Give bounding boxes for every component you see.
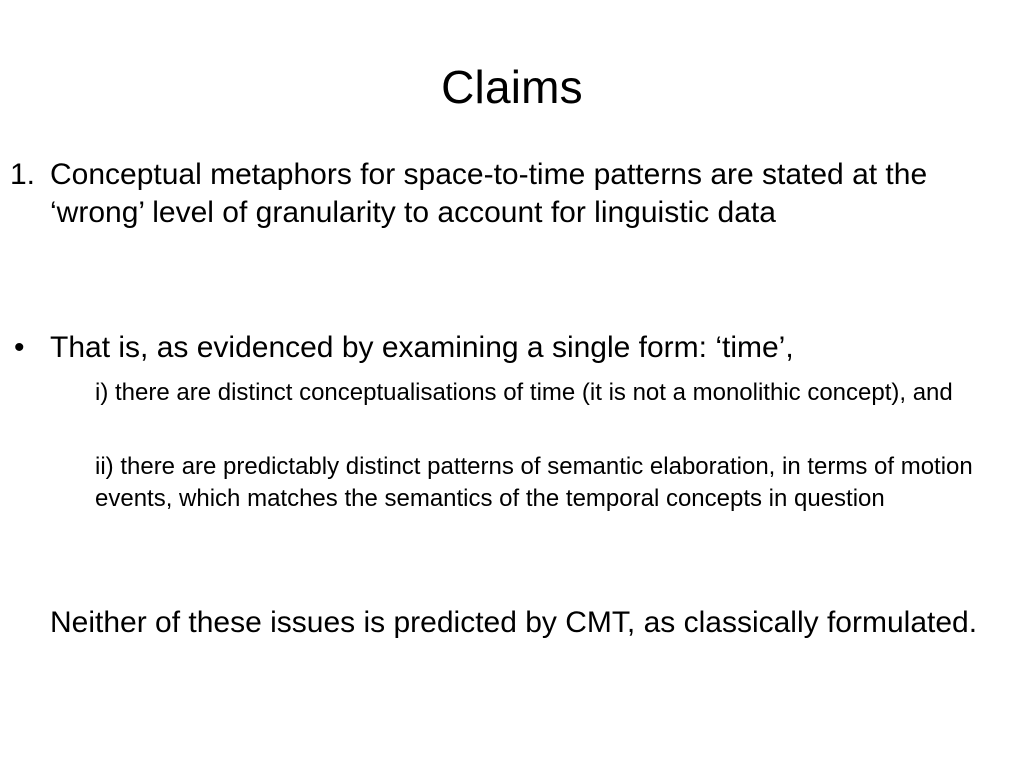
claim-1 <box>10 156 1000 232</box>
conclusion-text: Neither of these issues is predicted by CMT, as classically formulated. <box>50 606 978 639</box>
bullet-icon: • <box>14 331 25 364</box>
claim-text: Conceptual metaphors for space-to-time patterns are stated at the ‘wrong’ level of granularity to account for linguistic data <box>50 158 928 229</box>
bullet-item <box>14 329 1004 367</box>
sub-point-2: ii) there are predictably distinct patterns of semantic elaboration, in terms of motion events, which matches the semantics of the temporal concepts in question <box>95 453 973 512</box>
sub-point-1: i) there are distinct conceptualisations of time (it is not a monolithic concept), and <box>95 379 953 406</box>
slide-title: Claims <box>441 61 583 113</box>
claim-number: 1. <box>10 158 36 191</box>
bullet-text: That is, as evidenced by examining a single form: ‘time’, <box>50 331 794 364</box>
